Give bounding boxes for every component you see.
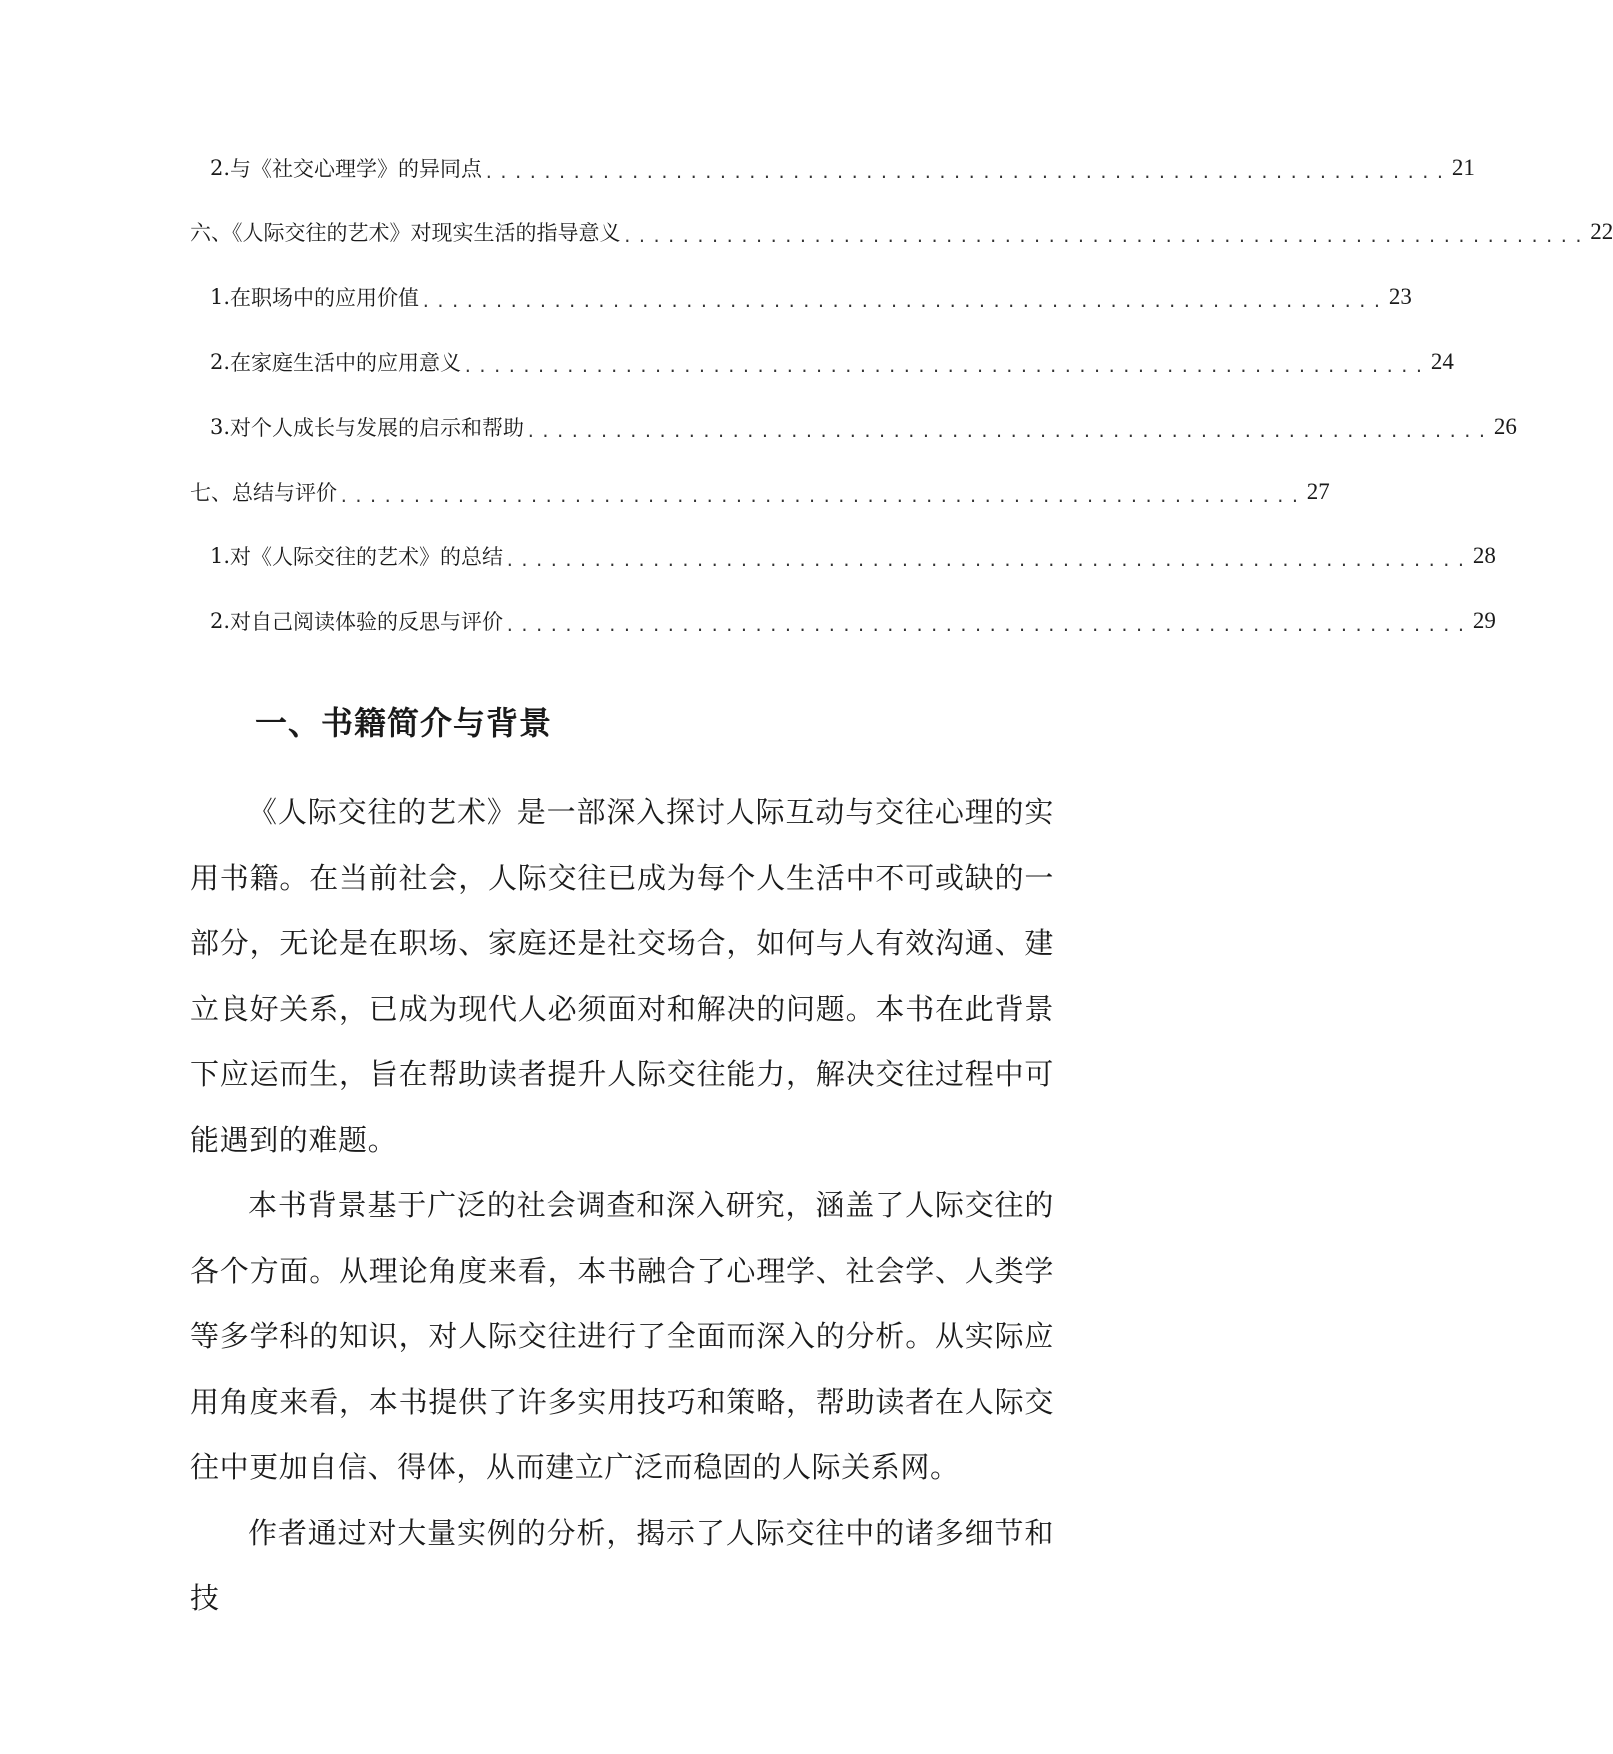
paragraph: 作者通过对大量实例的分析，揭示了人际交往中的诸多细节和技 <box>190 1515 1054 1615</box>
toc-entry-page: 28 <box>1472 543 1496 568</box>
toc-entry-number: 2. <box>210 156 231 180</box>
toc-entry-page: 27 <box>1306 479 1330 504</box>
toc-entry-number: 3. <box>210 415 231 439</box>
toc-leader-dots: .................................................................. <box>505 550 1471 570</box>
toc-entry-page: 22 <box>1590 219 1613 244</box>
toc-entry-number: 1. <box>210 544 231 568</box>
toc-leader-dots: .................................................................. <box>421 291 1387 311</box>
toc-leader-dots: .................................................................. <box>622 226 1589 246</box>
toc-entry-title: 七、总结与评价 <box>190 481 337 505</box>
toc-leader-dots: .................................................................. <box>505 615 1471 635</box>
toc-entry-page: 24 <box>1430 349 1454 374</box>
toc-entry-title: 对自己阅读体验的反思与评价 <box>230 610 504 634</box>
toc-entry-page: 23 <box>1388 284 1412 309</box>
section-heading: 一、书籍简介与背景 <box>255 704 553 742</box>
toc-entry-section-6[interactable] <box>190 212 1613 252</box>
toc-entry-6-3[interactable] <box>210 407 1517 447</box>
toc-entry-page: 26 <box>1493 414 1517 439</box>
toc-entry-title: 对个人成长与发展的启示和帮助 <box>230 416 525 440</box>
toc-entry-number: 2. <box>210 609 231 633</box>
toc-entry-number: 1. <box>210 285 231 309</box>
toc-entry-title: 在职场中的应用价值 <box>230 286 420 310</box>
toc-entry-7-2[interactable] <box>210 601 1496 641</box>
toc-entry-page: 21 <box>1451 155 1475 180</box>
toc-entry-2-2[interactable] <box>210 148 1475 188</box>
toc-entry-7-1[interactable] <box>210 536 1496 576</box>
toc-entry-title: 对《人际交往的艺术》的总结 <box>230 545 504 569</box>
section-body <box>190 780 1054 1632</box>
toc-leader-dots: .................................................................. <box>339 486 1305 506</box>
toc-entry-section-7[interactable] <box>190 472 1330 512</box>
toc-entry-6-2[interactable] <box>210 342 1454 382</box>
paragraph: 《人际交往的艺术》是一部深入探讨人际互动与交往心理的实用书籍。在当前社会，人际交往已成为每个人生活中不可或缺的一部分，无论是在职场、家庭还是社交场合，如何与人有效沟通、建立良好关系，已成为现代人必须面对和解决的问题。本书在此背景下应运而生，旨在帮助读者提升人际交往能力，解决交往过程中可能遇到的难题。 <box>190 795 1054 1157</box>
toc-entry-6-1[interactable] <box>210 277 1412 317</box>
toc-leader-dots: .................................................................. <box>463 356 1429 376</box>
toc-leader-dots: .................................................................. <box>484 162 1450 182</box>
toc-entry-title: 六、《人际交往的艺术》对现实生活的指导意义 <box>190 221 621 245</box>
toc-leader-dots: .................................................................. <box>526 421 1492 441</box>
toc-entry-number: 2. <box>210 350 231 374</box>
toc-entry-title: 在家庭生活中的应用意义 <box>230 351 462 375</box>
toc-entry-page: 29 <box>1472 608 1496 633</box>
toc-entry-title: 与《社交心理学》的异同点 <box>230 157 483 181</box>
paragraph: 本书背景基于广泛的社会调查和深入研究，涵盖了人际交往的各个方面。从理论角度来看，本书融合了心理学、社会学、人类学等多学科的知识，对人际交往进行了全面而深入的分析。从实际应用角度来看，本书提供了许多实用技巧和策略，帮助读者在人际交往中更加自信、得体，从而建立广泛而稳固的人际关系网。 <box>190 1188 1054 1484</box>
